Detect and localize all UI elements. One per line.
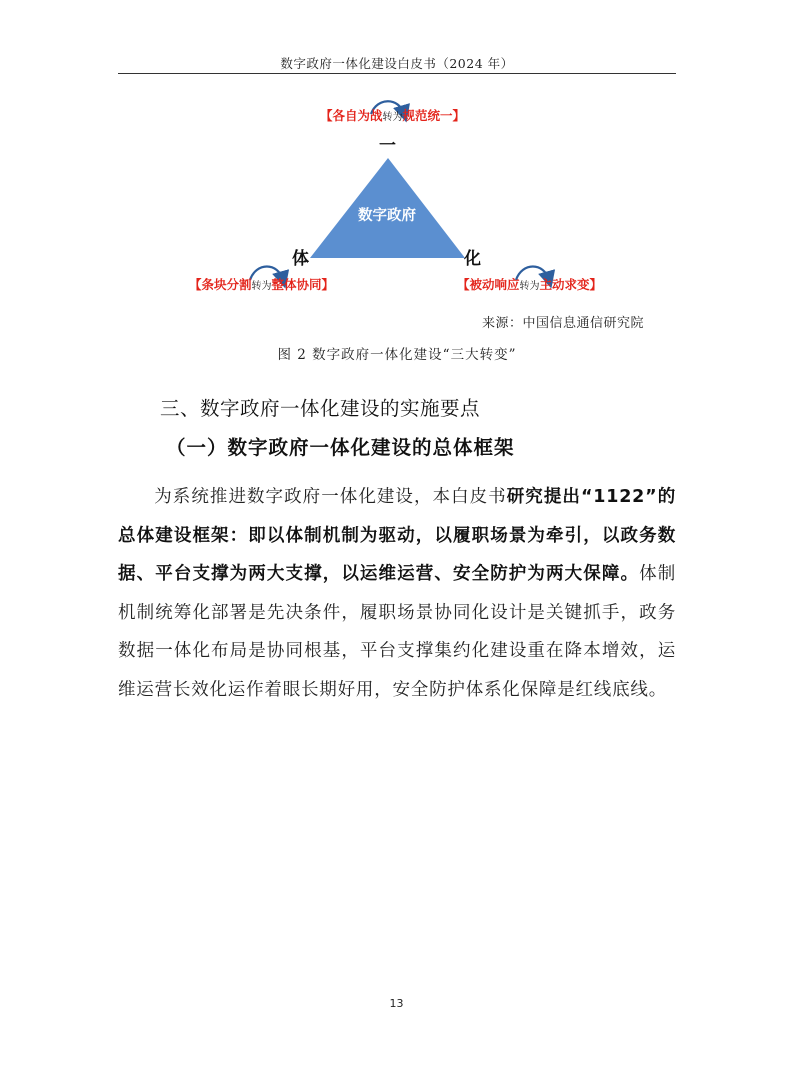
body-paragraph — [118, 478, 676, 709]
transition-from: 被动响应 — [469, 277, 520, 292]
running-header: 数字政府一体化建设白皮书（2024 年） — [280, 56, 514, 71]
transition-label-right: 【被动响应转为主动求变】 — [457, 277, 603, 292]
paragraph-bold-text: 研究提出“1122”的总体建设框架：即以体制机制为驱动，以履职场景为牵引，以政务数据、平台支撑为两大支撑，以运维运营、安全防护为两大保障。 — [118, 487, 676, 584]
paragraph-intro: 为系统推进数字政府一体化建设，本白皮书 — [154, 487, 507, 507]
section-heading: 三、数字政府一体化建设的实施要点 — [160, 397, 481, 420]
transition-label-left: 【条块分割转为整体协同】 — [189, 277, 335, 292]
corner-label-right: 化 — [464, 249, 481, 269]
paragraph-rest: 体制机制统筹化部署是先决条件，履职场景协同化设计是关键抓手，政务数据一体化布局是协同根基，平台支撑集约化建设重在降本增效，运维运营长效化运作着眼长期好用，安全防护体系化保障是红线底线。 — [118, 564, 676, 700]
corner-label-top: 一 — [379, 136, 396, 156]
transition-connector: 转为 — [251, 281, 272, 292]
figure-source: 来源：中国信息通信研究院 — [482, 316, 645, 331]
triangle-center-label: 数字政府 — [358, 208, 416, 224]
transition-label-top: 【各自为战转为规范统一】 — [320, 108, 466, 123]
transition-connector: 转为 — [382, 112, 403, 123]
figure-caption: 图 2 数字政府一体化建设“三大转变” — [277, 347, 517, 363]
subsection-heading: （一）数字政府一体化建设的总体框架 — [166, 436, 515, 459]
corner-label-left: 体 — [292, 249, 309, 269]
three-transformations-diagram — [0, 0, 793, 340]
page-number: 13 — [389, 997, 404, 1010]
transition-from: 条块分割 — [201, 277, 252, 292]
transition-to: 规范统一 — [402, 108, 453, 123]
transition-connector: 转为 — [519, 281, 540, 292]
transition-to: 主动求变 — [539, 277, 590, 292]
transition-from: 各自为战 — [332, 108, 383, 123]
transition-to: 整体协同 — [271, 277, 322, 292]
